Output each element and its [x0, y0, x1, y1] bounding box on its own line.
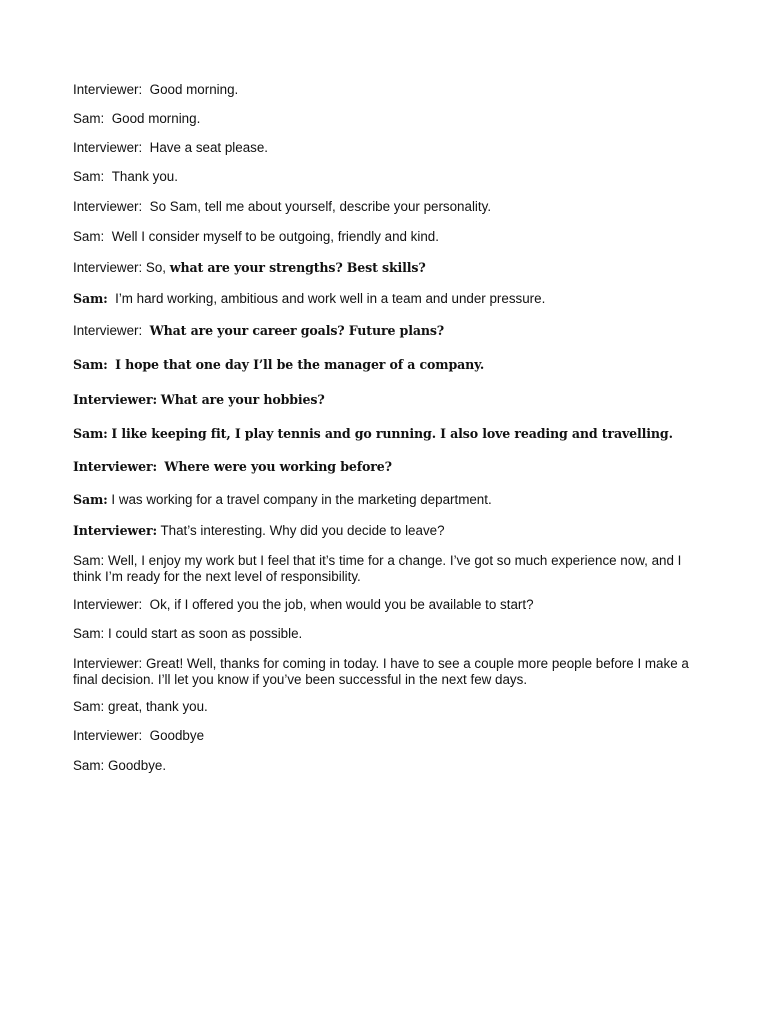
- speaker-label: Interviewer:: [73, 392, 157, 407]
- speech-text: I like keeping fit, I play tennis and go running. I also love reading and travelling.: [111, 426, 673, 441]
- dialogue-line: [73, 492, 698, 508]
- speech-text: Ok, if I offered you the job, when would you be available to start?: [149, 597, 534, 612]
- speaker-label: Interviewer:: [73, 323, 143, 338]
- dialogue-line: [73, 392, 698, 408]
- speech-text: I hope that one day I’ll be the manager of a company.: [115, 357, 485, 372]
- speech-text: Goodbye: [149, 728, 205, 743]
- dialogue-line: [73, 199, 698, 215]
- speaker-label: Interviewer:: [73, 140, 143, 155]
- speech-text: So Sam, tell me about yourself, describe your personality.: [149, 199, 492, 214]
- speaker-label: Sam:: [73, 626, 105, 641]
- speech-text: Good morning.: [111, 111, 201, 126]
- speaker-label: Interviewer:: [73, 728, 143, 743]
- speech-text: Thank you.: [111, 169, 178, 184]
- dialogue-line: [73, 597, 698, 613]
- speech-text: I’m hard working, ambitious and work well in a team and under pressure.: [115, 291, 546, 306]
- dialogue-line: [73, 699, 698, 715]
- speaker-label: Sam:: [73, 357, 108, 372]
- dialogue-line: [73, 82, 698, 98]
- dialogue-line: [73, 229, 698, 245]
- dialogue-line: [73, 728, 698, 744]
- speech-text: Well I consider myself to be outgoing, friendly and kind.: [111, 229, 439, 244]
- dialogue-line: [73, 111, 698, 127]
- speaker-label: Sam:: [73, 291, 108, 306]
- speech-text: Well, I enjoy my work but I feel that it’s time for a change. I’ve got so much experience now, and I think I’m ready for the next level of responsibility.: [73, 553, 682, 584]
- speech-text: I could start as soon as possible.: [108, 626, 303, 641]
- dialogue-line: [73, 140, 698, 156]
- dialogue-line: [73, 169, 698, 185]
- speech-text: Great! Well, thanks for coming in today. I have to see a couple more people before I make a final decision. I’ll let you know if you’ve been successful in the next few days.: [73, 656, 689, 687]
- speech-text: Have a seat please.: [149, 140, 269, 155]
- speaker-label: Interviewer:: [73, 82, 143, 97]
- speaker-label: Sam:: [73, 553, 105, 568]
- speech-text: Where were you working before?: [164, 459, 392, 474]
- speech-text: What are your hobbies?: [160, 392, 325, 407]
- dialogue-line: [73, 626, 698, 642]
- speaker-label: Sam:: [73, 229, 105, 244]
- dialogue-line: [73, 323, 698, 339]
- speaker-label: Sam:: [73, 426, 108, 441]
- dialogue-line: [73, 523, 698, 539]
- speech-text: That’s interesting. Why did you decide to leave?: [160, 523, 445, 538]
- speech-text: Goodbye.: [108, 758, 167, 773]
- speaker-label: Interviewer:: [73, 199, 143, 214]
- speaker-label: Sam:: [73, 699, 105, 714]
- dialogue-line: [73, 459, 698, 475]
- dialogue-line: [73, 656, 698, 688]
- speaker-label: Interviewer: So,: [73, 260, 167, 275]
- speaker-label: Interviewer:: [73, 597, 143, 612]
- speaker-label: Sam:: [73, 492, 108, 507]
- speaker-label: Sam:: [73, 169, 105, 184]
- speaker-label: Interviewer:: [73, 523, 157, 538]
- speaker-label: Interviewer:: [73, 656, 143, 671]
- speech-text: what are your strengths? Best skills?: [169, 260, 426, 275]
- speech-text: I was working for a travel company in the marketing department.: [111, 492, 492, 507]
- speaker-label: Sam:: [73, 111, 105, 126]
- dialogue-line: [73, 758, 698, 774]
- dialogue-line: [73, 553, 698, 585]
- speech-text: great, thank you.: [108, 699, 208, 714]
- dialogue-line: [73, 260, 698, 276]
- speaker-label: Interviewer:: [73, 459, 157, 474]
- dialogue-line: [73, 357, 698, 373]
- dialogue-line: [73, 426, 698, 442]
- dialogue-line: [73, 291, 698, 307]
- speech-text: What are your career goals? Future plans?: [149, 323, 445, 338]
- speech-text: Good morning.: [149, 82, 239, 97]
- speaker-label: Sam:: [73, 758, 105, 773]
